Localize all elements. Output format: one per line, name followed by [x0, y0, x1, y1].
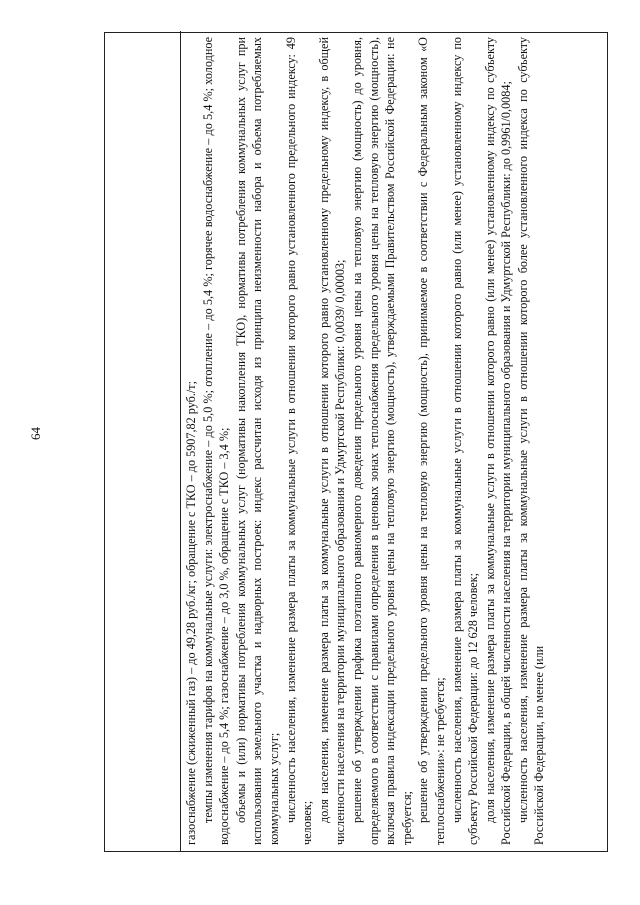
table-left-column-empty — [105, 31, 181, 851]
rotated-table-region — [104, 32, 608, 852]
text-paragraph: численность населения, изменение размера платы за коммунальные услуги в отношении которого равно (или менее) установленному индексу по субъекту Российской Федерации: до 12 628 человек; — [449, 37, 481, 845]
text-paragraph: доля населения, изменение размера платы за коммунальные услуги в отношении которого равно (или менее) установленному индексу по субъекту Российской Федерации, в общей численности населения на территории муниципального образования и Удмуртской Республики: до 0,9961/0,0084; — [482, 37, 514, 845]
text-paragraph: доля населения, изменение размера платы за коммунальные услуги в отношении которого равно установленному предельному индексу, в общей численности населения на территории муниципального образования и Удмуртской Республики: 0,0039/ 0,00003; — [316, 37, 348, 845]
text-paragraph: численность населения, изменение размера платы за коммунальные услуги в отношении которого более установленного индекса по субъекту Российской Федерации, но менее (или — [515, 37, 547, 845]
text-paragraph: численность населения, изменение размера платы за коммунальные услуги в отношении которого равно установленного предельного индексу: 49 человек; — [283, 37, 315, 845]
table-text-column — [181, 31, 609, 851]
text-paragraph: темпы изменения тарифов на коммунальные услуги: электроснабжение – до 5,0 %; отопление – до 5,4 %; горячее водоснабжение – до 5,4 %; холодное водоснабжение – до 5,4 %; газоснабжение – до 3,0 %, обращение с ТКО – 3,4 %; — [200, 37, 232, 845]
text-paragraph: решение об утверждении графика поэтапного равномерного доведения предельного уровня цены на тепловую энергию (мощность) до уровня, определяемого в соответствии с правилами определения в ценовых зонах теплоснабжения предельного уровня цены на тепловую энергию (мощность), включая правила индексации предельного уровня цены на тепловую энергию (мощность), утверждаемыми Правительством Российской Федерации: не требуется; — [349, 37, 414, 845]
text-paragraph: решение об утверждении предельного уровня цены на тепловую энергию (мощность), принимаемое в соответствии с Федеральным законом «О теплоснабжении»: не требуется; — [416, 37, 447, 845]
table-frame — [104, 32, 608, 852]
text-paragraph: объемы и (или) нормативы потребления коммунальных услуг (нормативы накопления ТКО), нормативы потребления коммунальных услуг при использовании земельного участка и надворных построек: индекс рассчитан исходя из принципа неизменности набора и объема потребляемых коммунальных услуг; — [233, 37, 281, 845]
text-paragraph: газоснабжение (сжиженный газ) – до 49,28 руб./кг; обращение с ТКО – до 5907,82 руб./т; — [184, 381, 198, 845]
page-number: 64 — [28, 427, 43, 440]
